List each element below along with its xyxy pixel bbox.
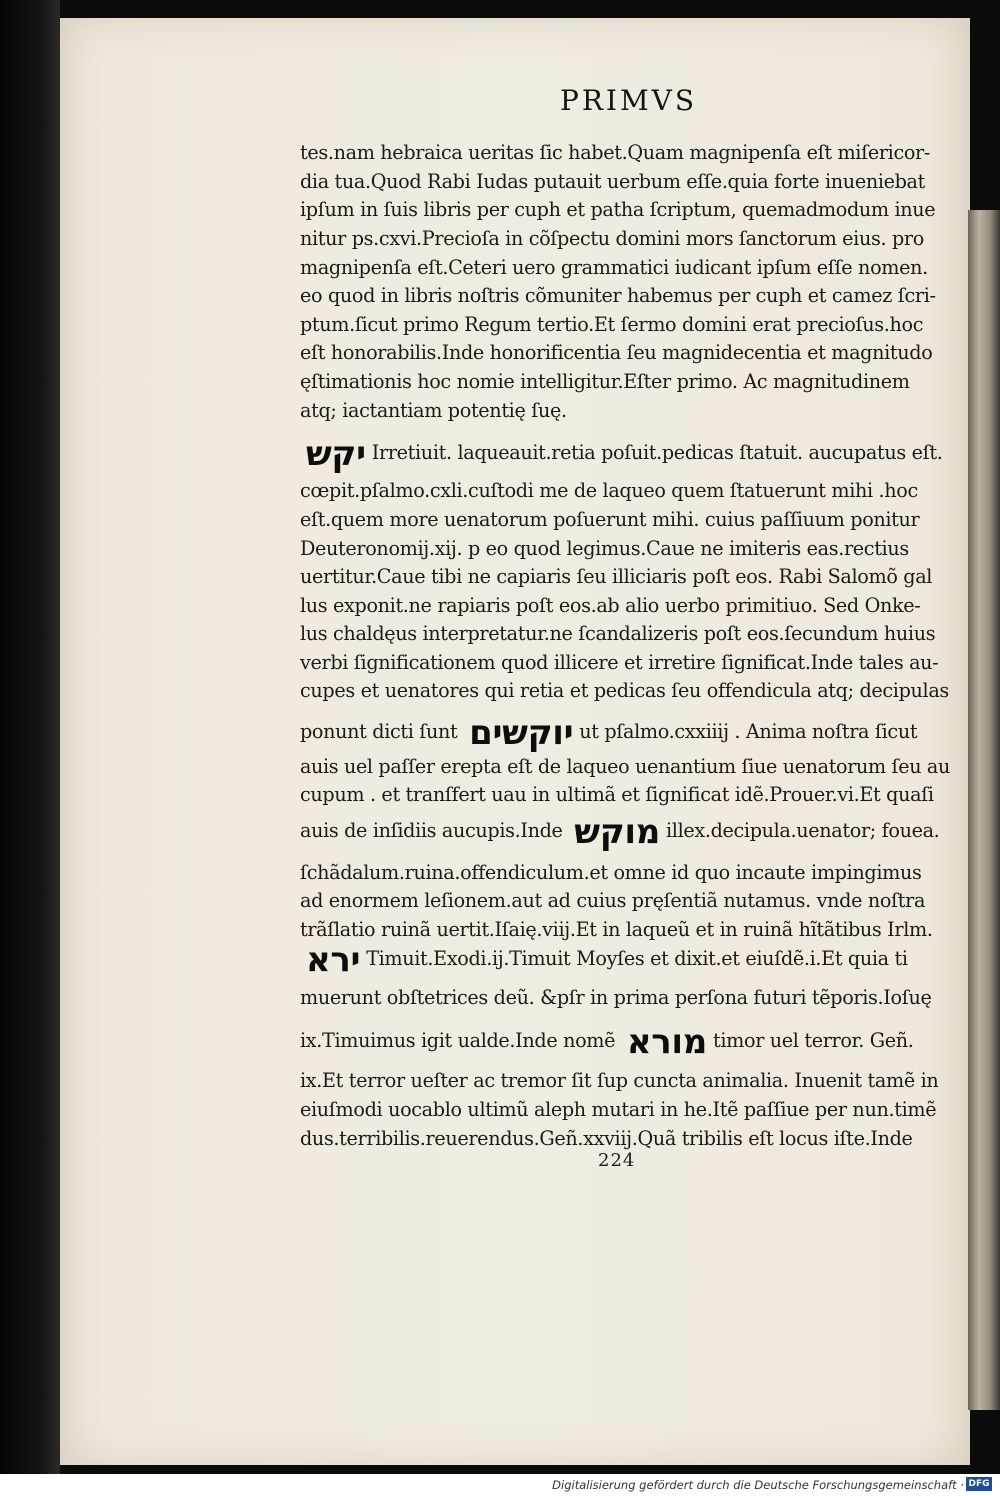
text-line [300,167,925,197]
dfg-logo: DFG [966,1477,992,1491]
latin-text: eiuſmodi uocablo ultimũ aleph mutari in he.Itẽ paſſiue per nun.timẽ [300,1098,937,1121]
latin-text: auis uel paſſer erepta eſt de laqueo uenantium ſiue uenatorum ſeu au [300,755,950,778]
text-line [300,476,918,506]
text-line [300,396,567,426]
hebrew-word: יוקשים [469,713,574,753]
text-line [300,812,940,852]
text-line [300,858,921,888]
text-line [300,138,930,168]
text-line [300,505,919,535]
text-line [300,780,934,810]
text-line [300,752,950,782]
text-line [300,310,923,340]
latin-text: muerunt obſtetrices deũ. &pſr in prima perſona futuri tẽporis.Ioſuę [300,986,932,1009]
latin-text: eſt honorabilis.Inde honorificentia ſeu magnidecentia et magnitudo [300,341,933,364]
hebrew-word: ירא [306,940,361,980]
latin-text: lus exponit.ne rapiaris poſt eos.ab alio uerbo primitiuo. Sed Onke- [300,594,921,617]
book-gutter-shadow [0,0,60,1474]
text-line [300,591,920,621]
latin-text: Irretiuit. laqueauit.retia poſuit.pedicas ſtatuit. aucupatus eſt. [371,441,943,464]
latin-text: ptum.ſicut primo Regum tertio.Et ſermo domini erat precioſus.hoc [300,313,924,336]
text-line [300,940,908,980]
text-line [300,253,928,283]
latin-text: timor uel terror. Geñ. [713,1029,914,1052]
latin-text: lus chaldęus interpretatur.ne ſcandalizeris poſt eos.ſecundum huius [300,622,936,645]
latin-text: dus.terribilis.reuerendus.Geñ.xxviij.Quã tribilis eſt locus iſte.Inde [300,1127,913,1150]
page-number: 224 [598,1150,636,1171]
latin-text: ponunt dicti ſunt [300,720,458,743]
latin-text: atq; iactantiam potentię ſuę. [300,399,567,422]
latin-text: cupum . et tranſfert uau in ultimã et ſignificat idẽ.Prouer.vi.Et quaſi [300,783,934,806]
hebrew-word: מוקש [574,812,660,852]
latin-text: ęſtimationis hoc nomie intelligitur.Eſter primo. Ac magnitudinem [300,370,910,393]
hebrew-word: יקש [306,434,366,474]
text-line [300,224,924,254]
latin-text: ix.Et terror ueſter ac tremor ſit ſup cuncta animalia. Inuenit tamẽ in [300,1069,939,1092]
page-fore-edge [968,210,1000,1410]
text-line [300,1022,914,1062]
latin-text: eo quod in libris noſtris cõmuniter habemus per cuph et camez ſcri- [300,284,936,307]
latin-text: illex.decipula.uenator; fouea. [666,819,940,842]
latin-text: ix.Timuimus igit ualde.Inde nomẽ [300,1029,616,1052]
hebrew-word: מורא [626,1022,708,1062]
funding-credit: Digitalisierung gefördert durch die Deutsche Forschungsgemeinschaft · [552,1478,964,1492]
latin-text: trãſlatio ruinã uertit.Iſaię.viij.Et in laqueũ et in ruinã hĩtãtibus Irlm. [300,918,933,941]
latin-text: cœpit.pſalmo.cxli.cuſtodi me de laqueo quem ſtatuerunt mihi .hoc [300,479,918,502]
latin-text: uertitur.Caue tibi ne capiaris ſeu illiciaris poſt eos. Rabi Salomõ gal [300,565,933,588]
text-line [300,1095,936,1125]
latin-text: cupes et uenatores qui retia et pedicas ſeu offendicula atq; decipulas [300,679,949,702]
text-line [300,195,935,225]
text-line [300,619,935,649]
latin-text: verbi ſignificationem quod illicere et irretire ſignificat.Inde tales au- [300,651,939,674]
latin-text: ut pſalmo.cxxiiij . Anima noſtra ſicut [579,720,918,743]
latin-text: Timuit.Exodi.ij.Timuit Moyſes et dixit.et eiuſdẽ.i.Et quia ti [366,947,908,970]
latin-text: tes.nam hebraica ueritas ſic habet.Quam magnipenſa eſt miſericor- [300,141,931,164]
text-line [300,434,943,474]
text-line [300,648,938,678]
latin-text: Deuteronomij.xij. p eo quod legimus.Caue ne imiteris eas.rectius [300,537,909,560]
text-line [300,1066,938,1096]
latin-text: dia tua.Quod Rabi Iudas putauit uerbum eſſe.quia forte inueniebat [300,170,926,193]
text-line [300,915,933,945]
latin-text: ipſum in ſuis libris per cuph et patha ſcriptum, quemadmodum inue [300,198,936,221]
text-line [300,338,932,368]
text-line [300,562,932,592]
latin-text: ſchãdalum.ruina.offendiculum.et omne id quo incaute impingimus [300,861,922,884]
running-head: PRIMVS [560,84,698,117]
latin-text: eſt.quem more uenatorum poſuerunt mihi. cuius paſſiuum ponitur [300,508,920,531]
text-line [300,676,949,706]
latin-text: magnipenſa eſt.Ceteri uero grammatici iudicant ipſum eſſe nomen. [300,256,928,279]
text-line [300,281,936,311]
text-line [300,713,918,753]
text-line [300,367,910,397]
latin-text: nitur ps.cxvi.Precioſa in cõſpectu domini mors ſanctorum eius. pro [300,227,924,250]
text-line [300,534,909,564]
text-line [300,886,925,916]
latin-text: auis de inſidiis aucupis.Inde [300,819,563,842]
latin-text: ad enormem leſionem.aut ad cuius pręſentiã nutamus. vnde noſtra [300,889,926,912]
text-line [300,983,931,1013]
